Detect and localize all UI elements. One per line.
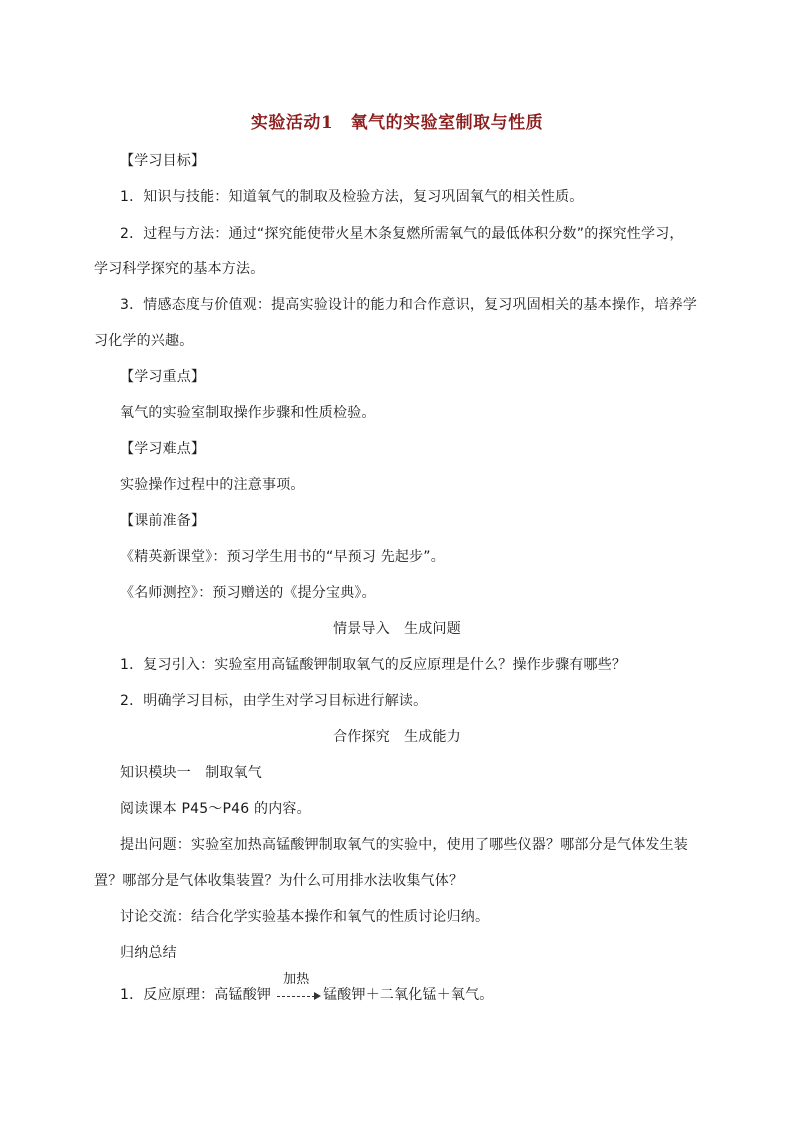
goal-3-line-2: 习化学的兴趣。: [94, 333, 194, 349]
goal-2-line-2: 学习科学探究的基本方法。: [94, 261, 265, 277]
reaction-suffix: 锰酸钾＋二氧化锰＋氧气。: [323, 987, 494, 1003]
arrow-shaft: [277, 996, 315, 997]
scene-item-1: 1．复习引入：实验室用高锰酸钾制取氧气的反应原理是什么？操作步骤有哪些？: [120, 657, 627, 673]
page-title: 实验活动1 氧气的实验室制取与性质: [250, 113, 544, 133]
reading-instruction: 阅读课本 P45～P46 的内容。: [120, 801, 311, 817]
difficulty-heading: 【学习难点】: [120, 441, 206, 457]
goal-2-line-1: 2．过程与方法：通过“探究能使带火星木条复燃所需氧气的最低体积分数”的探究性学习，: [120, 226, 684, 242]
preparation-heading: 【课前准备】: [120, 513, 206, 529]
preparation-item-2: 《名师测控》：预习赠送的《提分宝典》。: [120, 585, 376, 601]
goal-3-line-1: 3．情感态度与价值观：提高实验设计的能力和合作意识，复习巩固相关的基本操作，培养学: [120, 297, 698, 313]
key-points-heading: 【学习重点】: [120, 369, 206, 385]
discussion-text: 讨论交流：结合化学实验基本操作和氧气的性质讨论归纳。: [120, 909, 490, 925]
reaction-prefix: 1．反应原理：高锰酸钾: [120, 987, 272, 1003]
goals-heading: 【学习目标】: [120, 153, 206, 169]
cooperation-heading: 合作探究 生成能力: [333, 729, 461, 745]
reaction-principle: [120, 972, 494, 1004]
reaction-arrow: [273, 972, 321, 1004]
reaction-condition: 加热: [283, 972, 310, 987]
goal-1: 1．知识与技能：知道氧气的制取及检验方法，复习巩固氧气的相关性质。: [120, 189, 584, 205]
scene-item-2: 2．明确学习目标，由学生对学习目标进行解读。: [120, 693, 428, 709]
preparation-item-1: 《精英新课堂》：预习学生用书的“早预习 先起步”。: [120, 549, 445, 565]
key-points-text: 氧气的实验室制取操作步骤和性质检验。: [120, 405, 376, 421]
scene-intro-heading: 情景导入 生成问题: [333, 621, 461, 637]
module-1-title: 知识模块一 制取氧气: [120, 765, 262, 781]
question-line-2: 置？哪部分是气体收集装置？为什么可用排水法收集气体？: [94, 873, 464, 889]
arrow-head-icon: [314, 992, 321, 1000]
question-line-1: 提出问题：实验室加热高锰酸钾制取氧气的实验中，使用了哪些仪器？哪部分是气体发生装: [120, 837, 688, 853]
difficulty-text: 实验操作过程中的注意事项。: [120, 477, 305, 493]
summary-heading: 归纳总结: [120, 945, 177, 961]
